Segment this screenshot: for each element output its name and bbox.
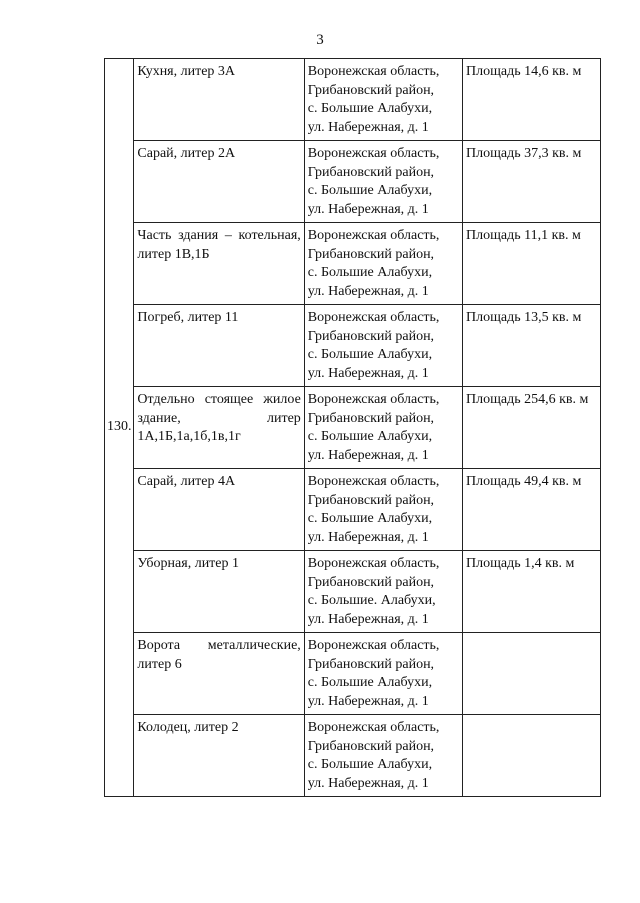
- object-area: [463, 633, 601, 715]
- object-area: Площадь 11,1 кв. м: [463, 223, 601, 305]
- address-line: ул. Набережная, д. 1: [307, 693, 429, 709]
- address-line: Грибановский район,: [307, 246, 435, 262]
- table-row: [105, 223, 601, 305]
- address-line: с. Большие Алабухи,: [307, 675, 433, 690]
- object-address: [304, 59, 462, 141]
- object-area: Площадь 14,6 кв. м: [463, 59, 601, 141]
- address-line: с. Большие Алабухи,: [307, 757, 433, 772]
- object-address: [304, 551, 462, 633]
- object-address: [304, 715, 462, 797]
- object-area: Площадь 254,6 кв. м: [463, 387, 601, 469]
- address-line: ул. Набережная, д. 1: [307, 119, 429, 135]
- object-name: Сарай, литер 2А: [134, 141, 304, 223]
- address-line: Воронежская область,: [307, 556, 440, 571]
- table-row: [105, 633, 601, 715]
- object-address: [304, 469, 462, 551]
- address-line: с. Большие Алабухи,: [307, 511, 433, 526]
- address-line: Воронежская область,: [307, 228, 440, 243]
- table-row: [105, 141, 601, 223]
- object-area: Площадь 49,4 кв. м: [463, 469, 601, 551]
- object-area: Площадь 1,4 кв. м: [463, 551, 601, 633]
- object-address: [304, 141, 462, 223]
- address-line: с. Большие Алабухи,: [307, 429, 433, 444]
- object-address: [304, 223, 462, 305]
- object-name: Часть здания – котельная, литер 1В,1Б: [134, 223, 304, 305]
- object-area: Площадь 37,3 кв. м: [463, 141, 601, 223]
- address-line: Воронежская область,: [307, 310, 440, 325]
- address-line: Грибановский район,: [307, 738, 435, 754]
- table-row: [105, 305, 601, 387]
- object-name: Отдельно стоящее жилое здание, литер 1А,1Б,1а,1б,1в,1г: [134, 387, 304, 469]
- table-row: [105, 469, 601, 551]
- object-name: Уборная, литер 1: [134, 551, 304, 633]
- object-name: Кухня, литер 3А: [134, 59, 304, 141]
- object-name: Погреб, литер 11: [134, 305, 304, 387]
- address-line: Грибановский район,: [307, 328, 435, 344]
- address-line: ул. Набережная, д. 1: [307, 529, 429, 545]
- table-row: [105, 551, 601, 633]
- address-line: Воронежская область,: [307, 720, 440, 735]
- address-line: Воронежская область,: [307, 638, 440, 653]
- address-line: с. Большие. Алабухи,: [307, 593, 436, 608]
- object-name: Колодец, литер 2: [134, 715, 304, 797]
- address-line: ул. Набережная, д. 1: [307, 283, 429, 299]
- object-area: Площадь 13,5 кв. м: [463, 305, 601, 387]
- address-line: ул. Набережная, д. 1: [307, 201, 429, 217]
- record-number: 130.: [105, 59, 134, 797]
- address-line: Грибановский район,: [307, 656, 435, 672]
- address-line: Грибановский район,: [307, 164, 435, 180]
- address-line: ул. Набережная, д. 1: [307, 365, 429, 381]
- object-address: [304, 633, 462, 715]
- address-line: Воронежская область,: [307, 474, 440, 489]
- address-line: Воронежская область,: [307, 64, 440, 79]
- address-line: ул. Набережная, д. 1: [307, 775, 429, 791]
- table-row: [105, 59, 601, 141]
- address-line: ул. Набережная, д. 1: [307, 447, 429, 463]
- object-area: [463, 715, 601, 797]
- address-line: с. Большие Алабухи,: [307, 265, 433, 280]
- address-line: с. Большие Алабухи,: [307, 101, 433, 116]
- address-line: с. Большие Алабухи,: [307, 347, 433, 362]
- object-address: [304, 305, 462, 387]
- object-address: [304, 387, 462, 469]
- property-table: [104, 58, 601, 797]
- page-number: 3: [316, 32, 324, 48]
- address-line: Грибановский район,: [307, 574, 435, 590]
- address-line: Грибановский район,: [307, 492, 435, 508]
- object-name: Сарай, литер 4А: [134, 469, 304, 551]
- object-name: Ворота металлические, литер 6: [134, 633, 304, 715]
- address-line: Грибановский район,: [307, 410, 435, 426]
- address-line: с. Большие Алабухи,: [307, 183, 433, 198]
- address-line: Воронежская область,: [307, 146, 440, 161]
- address-line: Воронежская область,: [307, 392, 440, 407]
- table-row: [105, 387, 601, 469]
- address-line: Грибановский район,: [307, 82, 435, 98]
- address-line: ул. Набережная, д. 1: [307, 611, 429, 627]
- table-row: [105, 715, 601, 797]
